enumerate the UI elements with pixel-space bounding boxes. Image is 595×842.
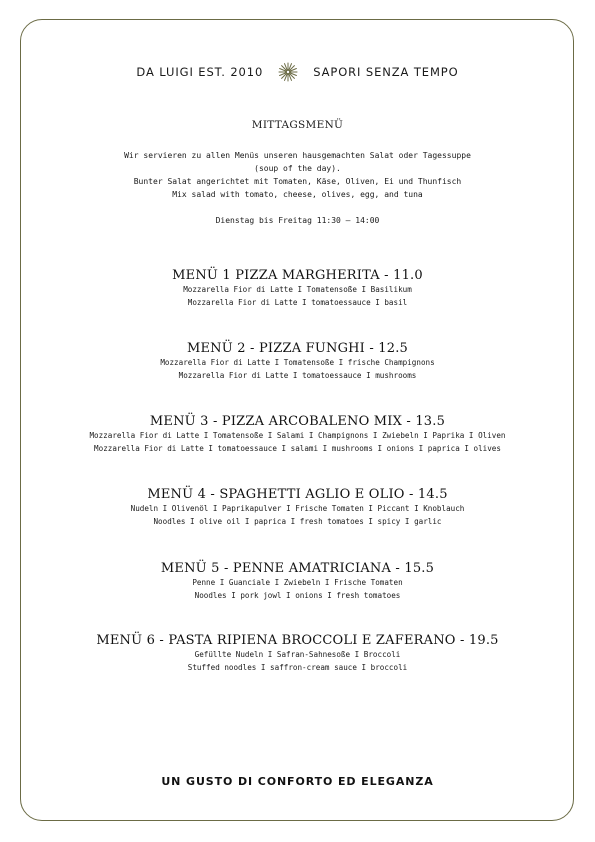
footer-tagline: UN GUSTO DI CONFORTO ED ELEGANZA — [161, 775, 434, 788]
menu-ingredients-de: Mozzarella Fior di Latte I Tomatensoße I Basilikum — [183, 285, 412, 294]
opening-hours: Dienstag bis Freitag 11:30 – 14:00 — [215, 216, 380, 225]
intro-line: (soup of the day). — [254, 164, 341, 173]
menu-ingredients-de: Gefüllte Nudeln I Safran-Sahnesoße I Broccoli — [194, 650, 401, 659]
menu-title: MENÜ 1 PIZZA MARGHERITA - 11.0 — [172, 268, 423, 283]
sunburst-icon — [277, 61, 299, 83]
intro-line: Bunter Salat angerichtet mit Tomaten, Käse, Oliven, Ei und Thunfisch — [133, 177, 462, 186]
menu-item-1 — [0, 267, 595, 309]
menu-title: MENÜ 2 - PIZZA FUNGHI - 12.5 — [186, 341, 409, 356]
menu-ingredients-de: Penne I Guanciale I Zwiebeln I Frische Tomaten — [192, 578, 403, 587]
menu-item-4 — [0, 486, 595, 528]
menu-item-6 — [0, 632, 595, 674]
menu-ingredients-en: Noodles I olive oil I paprica I fresh tomatoes I spicy I garlic — [153, 516, 442, 526]
header — [0, 62, 595, 82]
menu-ingredients-en: Mozzarella Fior di Latte I tomatoessauce I mushrooms — [178, 370, 417, 380]
menu-ingredients-en: Mozzarella Fior di Latte I tomatoessauce I salami I mushrooms I onions I paprica I olives — [94, 443, 501, 453]
menu-ingredients-en: Mozzarella Fior di Latte I tomatoessauce I basil — [187, 297, 408, 307]
header-left-text: DA LUIGI EST. 2010 — [136, 65, 264, 79]
menu-title: MENÜ 3 - PIZZA ARCOBALENO MIX - 13.5 — [149, 414, 446, 429]
spacer — [0, 201, 595, 214]
intro-block — [0, 149, 595, 227]
menu-item-3 — [0, 413, 595, 455]
header-right-text: SAPORI SENZA TEMPO — [313, 65, 459, 79]
section-title: MITTAGSMENÜ — [251, 119, 344, 131]
menu-ingredients-de: Nudeln I Olivenöl I Paprikapulver I Frische Tomaten I Piccant I Knoblauch — [130, 504, 465, 513]
menu-title: MENÜ 5 - PENNE AMATRICIANA - 15.5 — [160, 561, 435, 576]
menu-title: MENÜ 4 - SPAGHETTI AGLIO E OLIO - 14.5 — [147, 487, 448, 502]
menu-ingredients-de: Mozzarella Fior di Latte I Tomatensoße I Salami I Champignons I Zwiebeln I Paprika I Oliven — [89, 431, 506, 440]
menu-title: MENÜ 6 - PASTA RIPIENA BROCCOLI E ZAFERANO - 19.5 — [96, 633, 499, 648]
menu-ingredients-en: Noodles I pork jowl I onions I fresh tomatoes — [194, 590, 401, 600]
menu-ingredients-de: Mozzarella Fior di Latte I Tomatensoße I frische Champignons — [160, 358, 435, 367]
menu-item-5 — [0, 560, 595, 602]
intro-line: Wir servieren zu allen Menüs unseren hausgemachten Salat oder Tagessuppe — [124, 151, 471, 160]
intro-line: Mix salad with tomato, cheese, olives, egg, and tuna — [172, 190, 423, 199]
menu-ingredients-en: Stuffed noodles I saffron-cream sauce I broccoli — [187, 662, 408, 672]
menu-item-2 — [0, 340, 595, 382]
